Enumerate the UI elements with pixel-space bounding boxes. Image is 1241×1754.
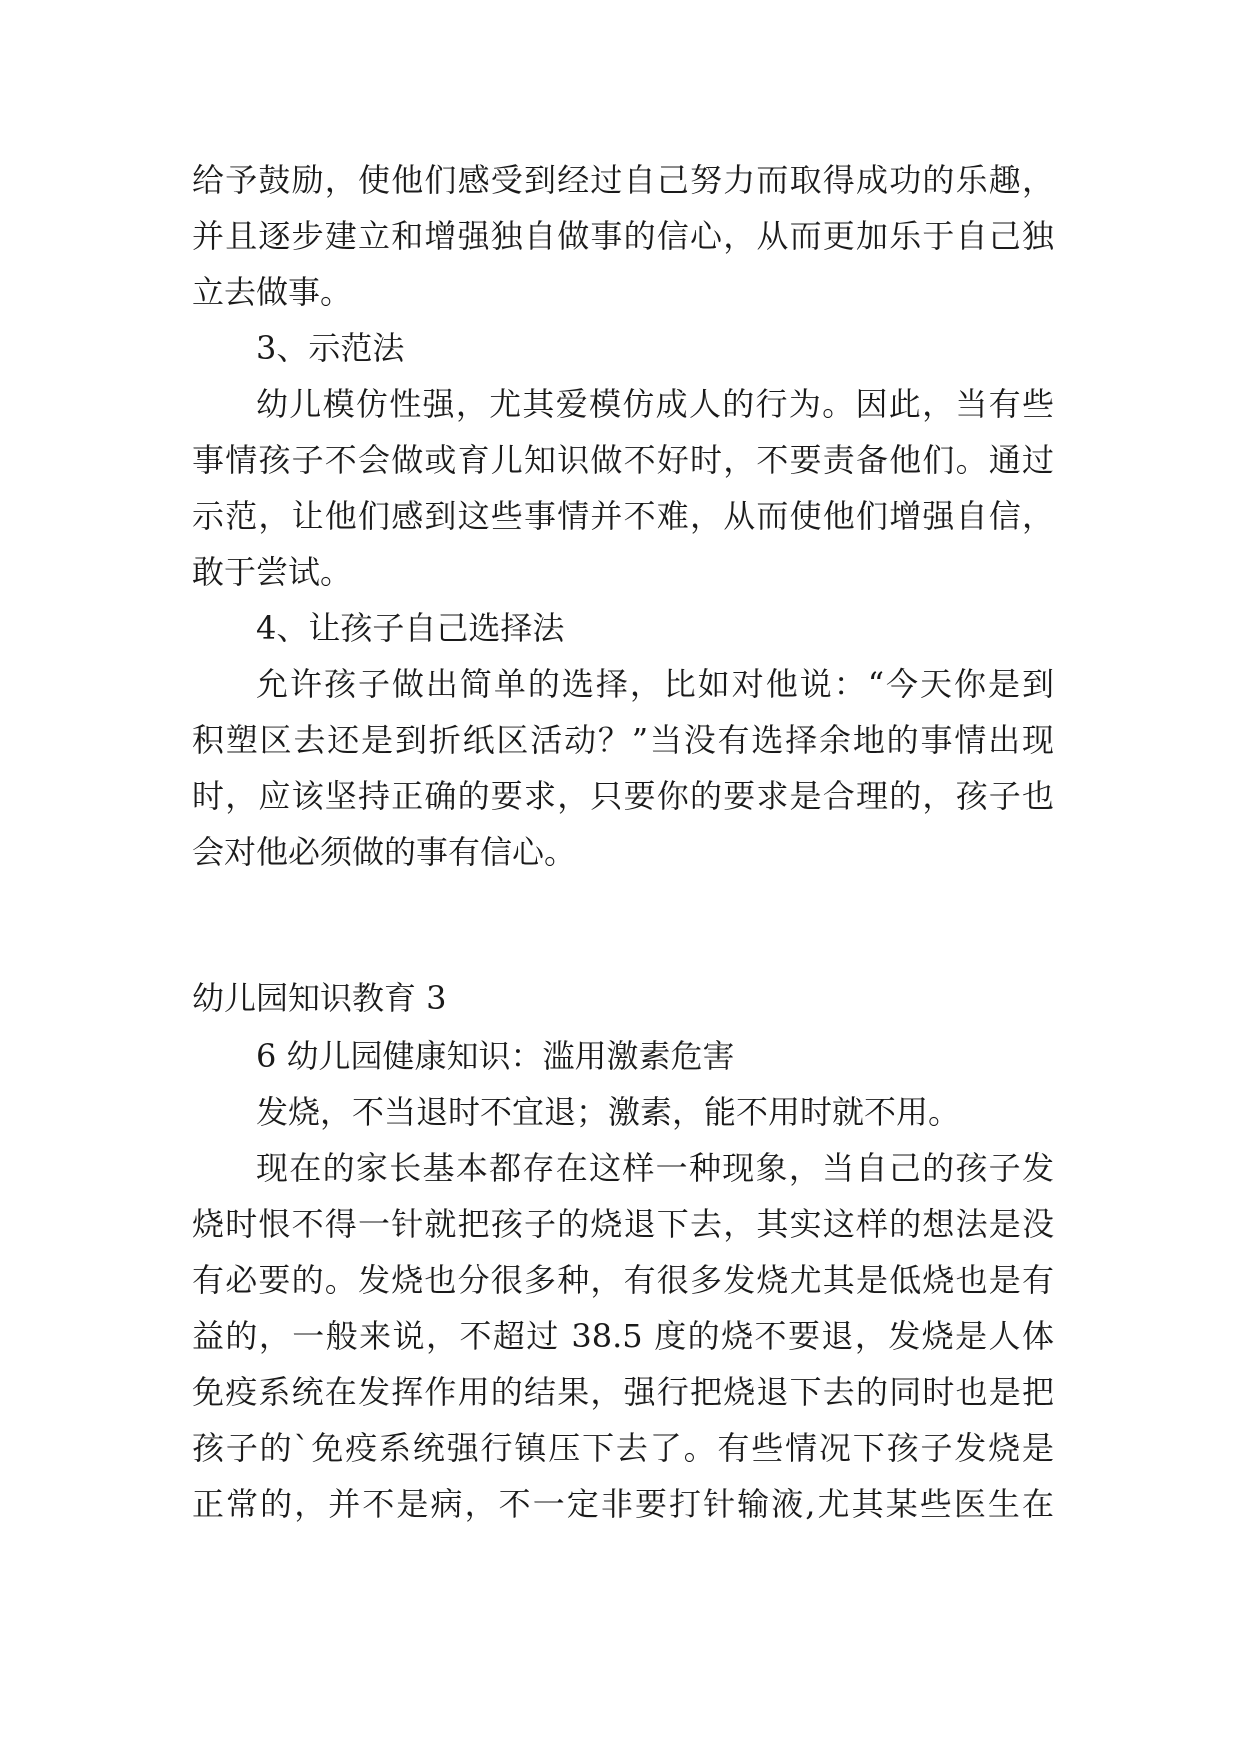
text-line: 敢于尝试。 — [192, 553, 353, 591]
text-line: 发烧，不当退时不宜退；激素，能不用时就不用。 — [256, 1093, 961, 1131]
text-line: 事情孩子不会做或育儿知识做不好时，不要责备他们。通过 — [192, 441, 1054, 479]
section-heading: 6 幼儿园健康知识：滥用激素危害 — [256, 1037, 735, 1075]
text-line: 免疫系统在发挥作用的结果，强行把烧退下去的同时也是把 — [192, 1373, 1054, 1411]
text-line: 有必要的。发烧也分很多种，有很多发烧尤其是低烧也是有 — [192, 1261, 1054, 1299]
text-line: 积塑区去还是到折纸区活动？”当没有选择余地的事情出现 — [192, 721, 1054, 759]
text-line: 孩子的`免疫系统强行镇压下去了。有些情况下孩子发烧是 — [192, 1429, 1054, 1467]
text-line: 正常的，并不是病，不一定非要打针输液,尤其某些医生在 — [192, 1485, 1054, 1523]
section-heading: 3、示范法 — [256, 329, 405, 367]
text-line: 并且逐步建立和增强独自做事的信心，从而更加乐于自己独 — [192, 217, 1054, 255]
text-line: 示范，让他们感到这些事情并不难，从而使他们增强自信， — [192, 497, 1054, 535]
section-heading: 4、让孩子自己选择法 — [256, 609, 565, 647]
text-line: 会对他必须做的事有信心。 — [192, 833, 577, 871]
text-line: 时，应该坚持正确的要求，只要你的要求是合理的，孩子也 — [192, 777, 1054, 815]
text-line: 益的，一般来说，不超过 38.5 度的烧不要退，发烧是人体 — [192, 1317, 1054, 1355]
text-line: 允许孩子做出简单的选择，比如对他说：“今天你是到 — [256, 665, 1054, 703]
text-line: 幼儿模仿性强，尤其爱模仿成人的行为。因此，当有些 — [256, 385, 1054, 423]
text-line: 现在的家长基本都存在这样一种现象，当自己的孩子发 — [256, 1149, 1054, 1187]
text-line: 给予鼓励，使他们感受到经过自己努力而取得成功的乐趣， — [192, 161, 1054, 199]
text-line: 立去做事。 — [192, 273, 353, 311]
text-line: 烧时恨不得一针就把孩子的烧退下去，其实这样的想法是没 — [192, 1205, 1054, 1243]
section-title: 幼儿园知识教育 3 — [192, 979, 447, 1017]
